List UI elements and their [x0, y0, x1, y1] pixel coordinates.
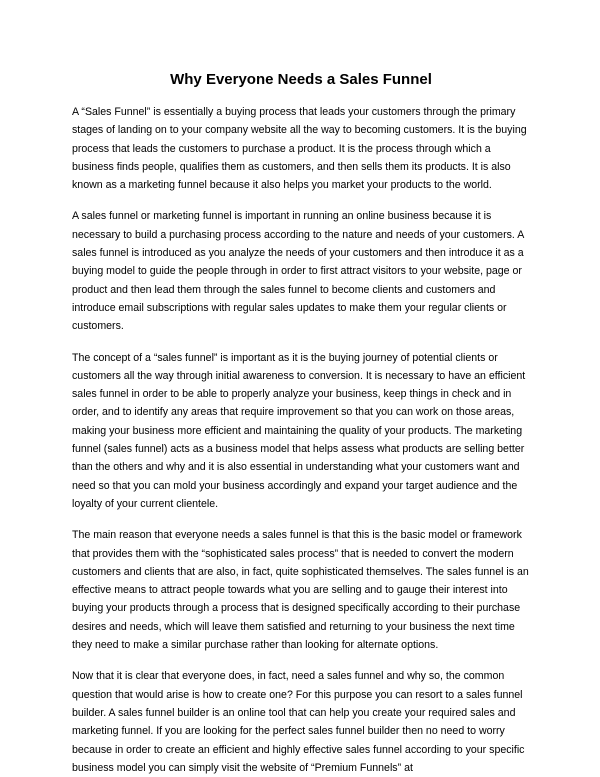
paragraph-5: Now that it is clear that everyone does, in fact, need a sales funnel and why so, the common question that would arise is how to create one? For this purpose you can resort to a sales funnel builder. A sales funnel builder is an online tool that can help you create your required sales and marketing funnel. If you are looking for the perfect sales funnel builder then no need to worry because in order to create an efficient and highly effective sales funnel according to your specific business model you can simply visit the website of “Premium Funnels” at — [72, 670, 525, 774]
paragraph-3: The concept of a “sales funnel” is important as it is the buying journey of potential clients or customers all the way through initial awareness to conversion. It is necessary to have an efficient sales funnel in order to be able to properly analyze your business, keep things in check and in order, and to identify any areas that require improvement so that you can work on those areas, making your business more efficient and maintaining the quality of your products. The marketing funnel (sales funnel) acts as a business model that helps assess what products are selling better than the others and why and it is also essential in understanding what your customers want and need so that you can mold your business accordingly and expand your target audience and the loyalty of your current clientele. — [72, 351, 526, 510]
paragraph-4: The main reason that everyone needs a sales funnel is that this is the basic model or framework that provides them with the “sophisticated sales process” that is needed to convert the modern customers and clients that are also, in fact, quite sophisticated themselves. The sales funnel is an effective means to attract people towards what you are selling and to gauge their interest into buying your products through a process that is designed specifically according to their purchase desires and needs, which will leave them satisfied and returning to your business the next time they need to make a similar purchase rather than looking for alternate options. — [72, 529, 529, 652]
document-title: Why Everyone Needs a Sales Funnel — [170, 71, 432, 88]
paragraph-1: A “Sales Funnel” is essentially a buying process that leads your customers through the primary stages of landing on to your company website all the way to becoming customers. It is the buying process that leads the customers to purchase a product. It is the process through which a business finds people, qualifies them as customers, and then sells them its products. It is also known as a marketing funnel because it also helps you market your products to the world. — [72, 106, 527, 192]
paragraph-2: A sales funnel or marketing funnel is important in running an online business because it is necessary to build a purchasing process according to the nature and needs of your customers. A sales funnel is introduced as you analyze the needs of your customers and then introduce it as a buying model to guide the people through in order to first attract visitors to your website, page or product and then lead them through the sales funnel to become clients and customers and introduce email subscriptions with regular sales updates to make them your regular clients or customers. — [72, 210, 524, 333]
